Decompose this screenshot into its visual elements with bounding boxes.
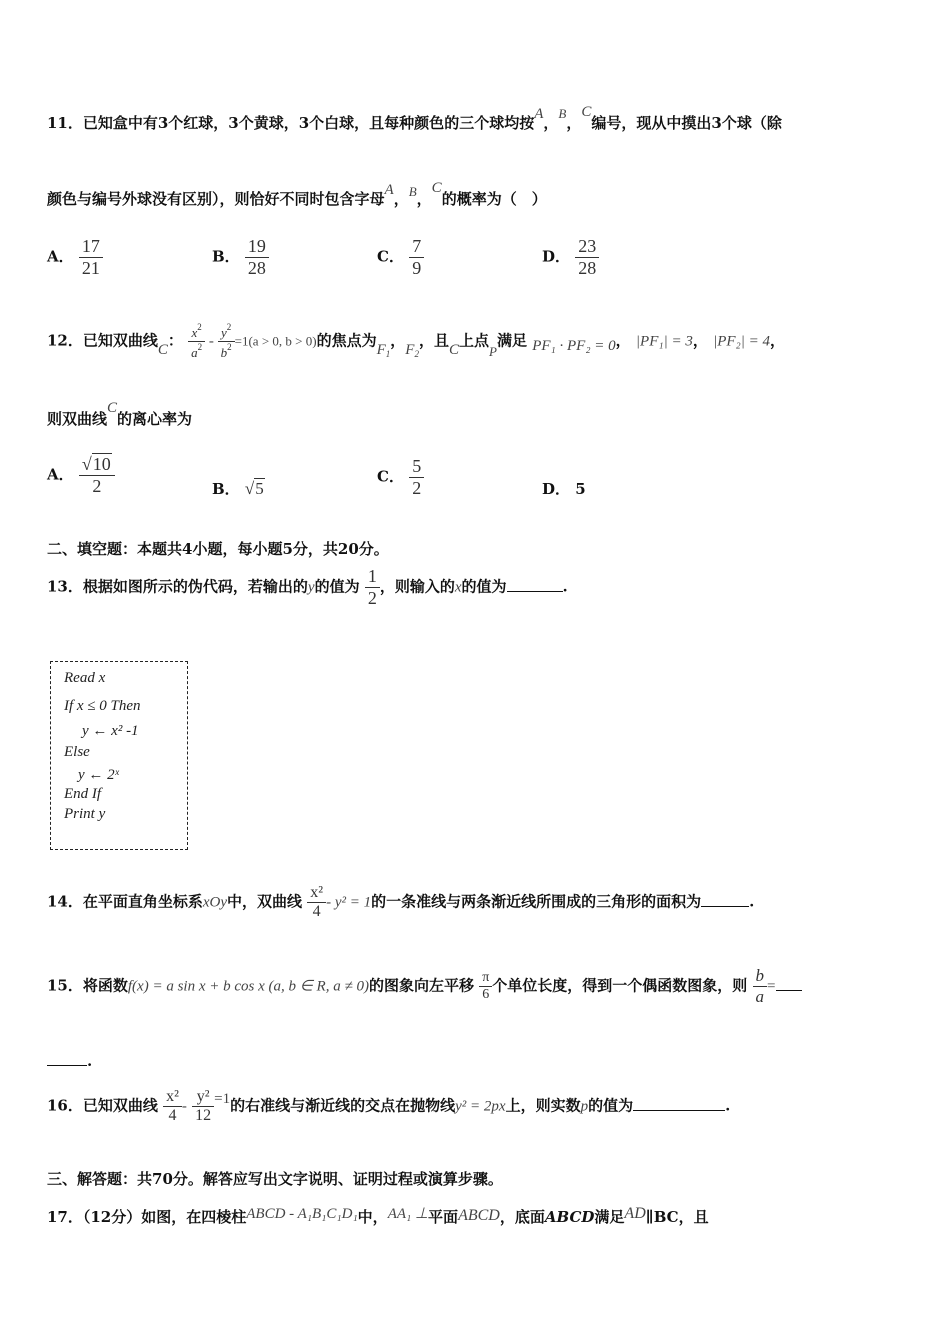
q15-ratio-fraction: $\frac{b}{a}$ (753, 966, 768, 1007)
q15-function: f(x) = a sin x + b cos x (a, b ∈ R, a ≠ 0) (127, 978, 369, 995)
q12-fraction-a: $\frac{√10}{2}$ (79, 454, 115, 497)
q15-answer-blank-1[interactable] (776, 990, 802, 991)
code-line-assign1: y ← x² -1 (82, 723, 139, 739)
dot-product-expr: PF₁ · PF₂ = 0 (532, 337, 616, 354)
q13-line: 13．根据如图所示的伪代码，若输出的y的值为 $\frac{1}{2}$ ，则输入的x的值为 . (47, 566, 568, 608)
q12-fraction-y: $\frac{y^2}{b^2}$ (218, 322, 235, 361)
q11-fraction-b: $\frac{19}{28}$ (245, 236, 269, 279)
letter-c: C (581, 104, 592, 120)
q12-fraction-c: $\frac{5}{2}$ (409, 456, 424, 499)
q11-option-b[interactable]: B． $\frac{19}{28}$ (212, 236, 269, 279)
q12-option-c[interactable]: C． $\frac{5}{2}$ (377, 456, 424, 499)
q12-fraction-x: $\frac{x^2}{a^2}$ (188, 322, 205, 361)
q12-option-a[interactable]: A． $\frac{√10}{2}$ (47, 454, 115, 497)
q11-fraction-c: $\frac{7}{9}$ (409, 236, 424, 279)
code-line-if: If x ≤ 0 Then (64, 698, 141, 714)
q12-sqrt-b: √5 (244, 479, 264, 498)
q14-answer-blank[interactable] (701, 906, 749, 907)
q16-fraction-y: $\frac{\text{y²}}{12}$ (192, 1088, 214, 1125)
code-line-endif: End If (64, 786, 102, 802)
letter-a: A (534, 106, 544, 122)
code-line-print: Print y (64, 806, 106, 822)
q11-line2: 颜色与编号外球没有区别），则恰好不同时包含字母A，B，C的概率为（ ） (47, 180, 547, 208)
q11-option-d[interactable]: D． $\frac{23}{28}$ (542, 236, 599, 279)
q15-pi-fraction: $\frac{\pi}{6}$ (479, 970, 492, 1003)
focus-f2: $F_2$ (405, 341, 419, 359)
pf1-expr: |PF₁| = 3 (635, 333, 693, 350)
q12-value-d: 5 (575, 480, 586, 498)
q11-fraction-a: $\frac{17}{21}$ (79, 236, 103, 279)
section-2-heading: 二、填空题：本题共4小题，每小题5分，共20分。 (47, 540, 389, 558)
q17-line: 17．（12分）如图，在四棱柱ABCD - A₁B₁C₁D₁中，AA₁ ⊥平面ABCD，底面ABCD满足AD∥BC，且 (47, 1205, 709, 1226)
section-3-heading: 三、解答题：共70分。解答应写出文字说明、证明过程或演算步骤。 (47, 1170, 503, 1188)
q14-line: 14．在平面直角坐标系xOy中，双曲线 $\frac{\text{x²}}{4}$ - y² = 1的一条准线与两条渐近线所围成的三角形的面积为 . (47, 884, 755, 920)
q15-answer-blank-2[interactable] (47, 1065, 87, 1066)
code-line-read: Read x (64, 670, 106, 686)
q12-option-d[interactable]: D． 5 (542, 480, 586, 498)
q12-line2: 则双曲线C的离心率为 (47, 400, 193, 428)
q12-option-b[interactable]: B． √5 (212, 479, 264, 498)
q15-line2: . (47, 1052, 92, 1070)
q14-fraction: $\frac{\text{x²}}{4}$ (307, 884, 326, 921)
pf2-expr: |PF₂| = 4 (713, 333, 770, 350)
q11-option-c[interactable]: C． $\frac{7}{9}$ (377, 236, 424, 279)
q11-fraction-d: $\frac{23}{28}$ (575, 236, 599, 279)
q17-prism: ABCD - A₁B₁C₁D₁ (246, 1206, 358, 1222)
q12-line1: 12．已知双曲线C： $\frac{x^2}{a^2}$ - $\frac{y^2}{b^2}$ =1(a > 0, b > 0)的焦点为$F_1$，$F_2$，且C上点P满足 PF₁ · PF₂ = 0， |PF₁| = 3， |PF₂| = 4， (47, 322, 786, 360)
q16-answer-blank[interactable] (633, 1110, 725, 1111)
code-line-else: Else (64, 744, 90, 760)
focus-f1: $F_1$ (376, 341, 391, 359)
q16-line: 16．已知双曲线 $\frac{\text{x²}}{4}$ - $\frac{\text{y²}}{12}$ =1的右准线与渐近线的交点在抛物线y² = 2px上，则实数p的值为 . (47, 1088, 731, 1124)
q11-option-a[interactable]: A． $\frac{17}{21}$ (47, 236, 103, 279)
q13-fraction: $\frac{1}{2}$ (365, 566, 380, 609)
q16-fraction-x: $\frac{\text{x²}}{4}$ (163, 1088, 182, 1125)
q15-line1: 15．将函数f(x) = a sin x + b cos x (a, b ∈ R, a ≠ 0)的图象向左平移 $\frac{\pi}{6}$ 个单位长度，得到一个偶函数图象，则 $\frac{b}{a}$ = (47, 966, 802, 1007)
code-line-assign2: y ← 2ˣ (78, 767, 119, 783)
letter-b: B (558, 106, 567, 121)
q13-answer-blank[interactable] (507, 591, 563, 592)
q11-line1: 11．已知盒中有3个红球，3个黄球，3个白球，且每种颜色的三个球均按A，B，C编号，现从中摸出3个球（除 (47, 104, 782, 132)
